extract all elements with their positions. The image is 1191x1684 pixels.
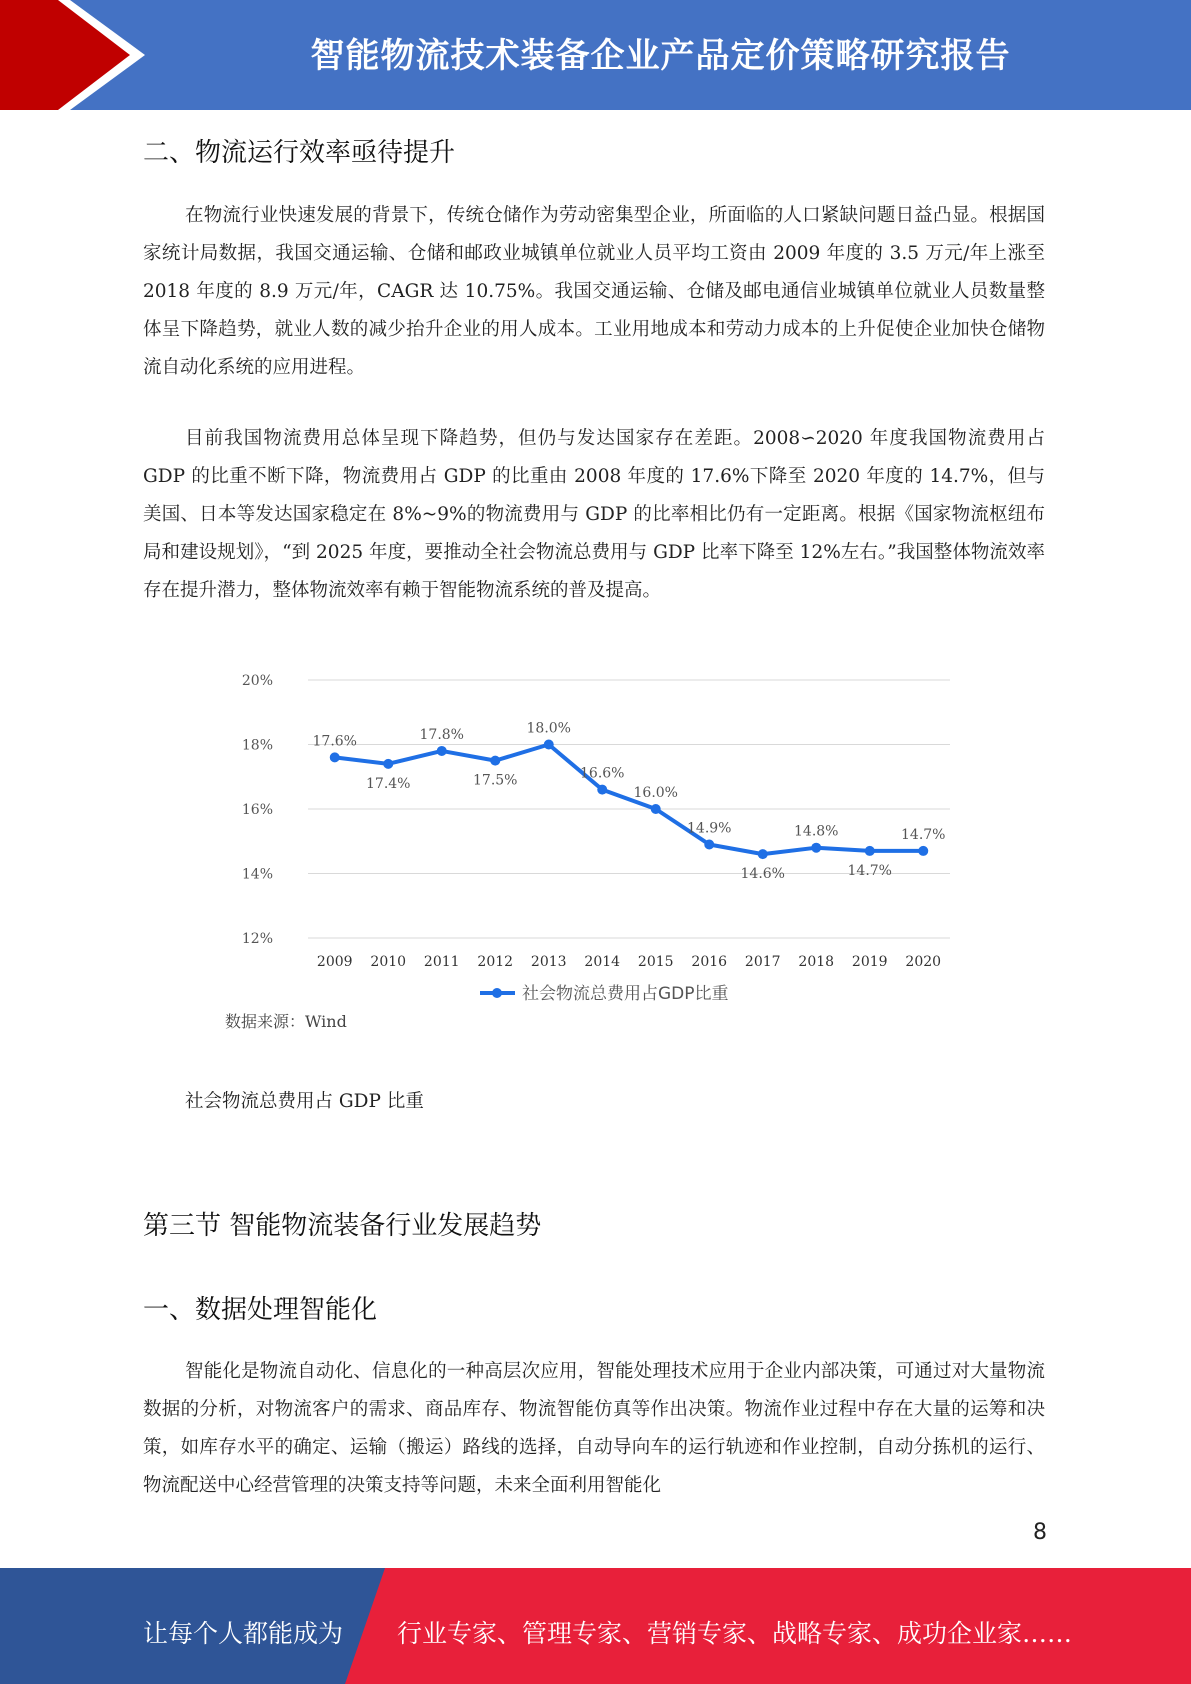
x-tick-label: 2009 <box>316 954 353 970</box>
data-point <box>490 756 500 766</box>
data-point <box>758 849 768 859</box>
y-tick-label: 14% <box>241 866 273 883</box>
page-header <box>0 0 1191 110</box>
x-tick-label: 2013 <box>530 954 567 970</box>
data-label: 14.7% <box>901 826 946 843</box>
x-tick-label: 2011 <box>423 954 460 970</box>
data-label: 17.4% <box>366 775 411 792</box>
section-heading: 二、物流运行效率亟待提升 <box>143 138 456 168</box>
data-label: 17.6% <box>312 733 357 750</box>
data-label: 18.0% <box>526 720 571 737</box>
x-tick-label: 2018 <box>798 954 835 970</box>
data-label: 16.0% <box>633 785 678 801</box>
section-heading: 第三节 智能物流装备行业发展趋势 <box>143 1211 542 1241</box>
x-tick-label: 2015 <box>637 954 674 970</box>
y-tick-label: 12% <box>241 931 273 947</box>
y-tick-label: 20% <box>241 673 273 689</box>
chart-svg <box>215 655 985 1040</box>
x-tick-label: 2012 <box>477 954 514 970</box>
data-point <box>597 785 607 795</box>
data-point <box>651 804 661 814</box>
data-label: 17.8% <box>419 726 464 743</box>
x-tick-label: 2014 <box>584 954 621 970</box>
footer-slogan-left: 让每个人都能成为 <box>143 1619 344 1648</box>
chart-source: 数据来源：Wind <box>225 1012 347 1031</box>
data-label: 16.6% <box>580 765 625 782</box>
x-tick-label: 2019 <box>851 954 888 970</box>
y-tick-label: 18% <box>241 737 273 754</box>
legend-label: 社会物流总费用占GDP比重 <box>522 984 729 1004</box>
data-point <box>544 740 554 750</box>
x-tick-label: 2010 <box>370 954 407 970</box>
data-point <box>811 843 821 853</box>
report-title: 智能物流技术装备企业产品定价策略研究报告 <box>310 36 1011 76</box>
x-tick-label: 2020 <box>905 954 942 970</box>
data-label: 17.5% <box>473 772 518 789</box>
paragraph: 智能化是物流自动化、信息化的一种高层次应用，智能处理技术应用于企业内部决策，可通过对大量物流数据的分析，对物流客户的需求、商品库存、物流智能仿真等作出决策。物流作业过程中存在大量的运筹和决策，如库存水平的确定、运输（搬运）路线的选择，自动导向车的运行轨迹和作业控制，自动分拣机的运行、物流配送中心经营管理的决策支持等问题，未来全面利用智能化 <box>143 1361 1045 1496</box>
data-point <box>918 846 928 856</box>
data-point <box>330 752 340 762</box>
y-tick-label: 16% <box>241 802 273 818</box>
data-point <box>704 839 714 849</box>
data-label: 14.9% <box>687 820 732 837</box>
footer-slogan-right: 行业专家、管理专家、营销专家、战略专家、成功企业家…… <box>397 1619 1073 1648</box>
paragraph: 目前我国物流费用总体呈现下降趋势，但仍与发达国家存在差距。2008∽2020 年度我国物流费用占 GDP 的比重不断下降，物流费用占 GDP 的比重由 2008 年度的 17.6%下降至 2020 年度的 14.7%，但与美国、日本等发达国家稳定在 8%~9%的物流费用与 GDP 的比率相比仍有一定距离。根据《国家物流枢纽布局和建设规划》，“到 2025 年度，要推动全社会物流总费用与 GDP 比率下降至 12%左右。”我国整体物流效率存在提升潜力，整体物流效率有赖于智能物流系统的普及提高。 <box>143 428 1045 601</box>
data-point <box>865 846 875 856</box>
line-chart <box>215 655 985 1040</box>
data-label: 14.6% <box>740 866 785 883</box>
data-point <box>437 746 447 756</box>
legend-marker <box>492 988 502 998</box>
x-tick-label: 2017 <box>744 954 781 970</box>
subsection-heading: 一、数据处理智能化 <box>143 1295 378 1325</box>
x-tick-label: 2016 <box>691 954 728 970</box>
figure-caption: 社会物流总费用占 GDP 比重 <box>185 1091 424 1112</box>
page-number: 8 <box>1033 1520 1047 1545</box>
data-label: 14.7% <box>847 862 892 879</box>
page-footer <box>0 1568 1191 1684</box>
paragraph: 在物流行业快速发展的背景下，传统仓储作为劳动密集型企业，所面临的人口紧缺问题日益凸显。根据国家统计局数据，我国交通运输、仓储和邮政业城镇单位就业人员平均工资由 2009 年度的 3.5 万元/年上涨至 2018 年度的 8.9 万元/年，CAGR 达 10.75%。我国交通运输、仓储及邮电通信业城镇单位就业人员数量整体呈下降趋势，就业人数的减少抬升企业的用人成本。工业用地成本和劳动力成本的上升促使企业加快仓储物流自动化系统的应用进程。 <box>143 205 1045 378</box>
data-point <box>383 759 393 769</box>
data-label: 14.8% <box>794 823 839 840</box>
